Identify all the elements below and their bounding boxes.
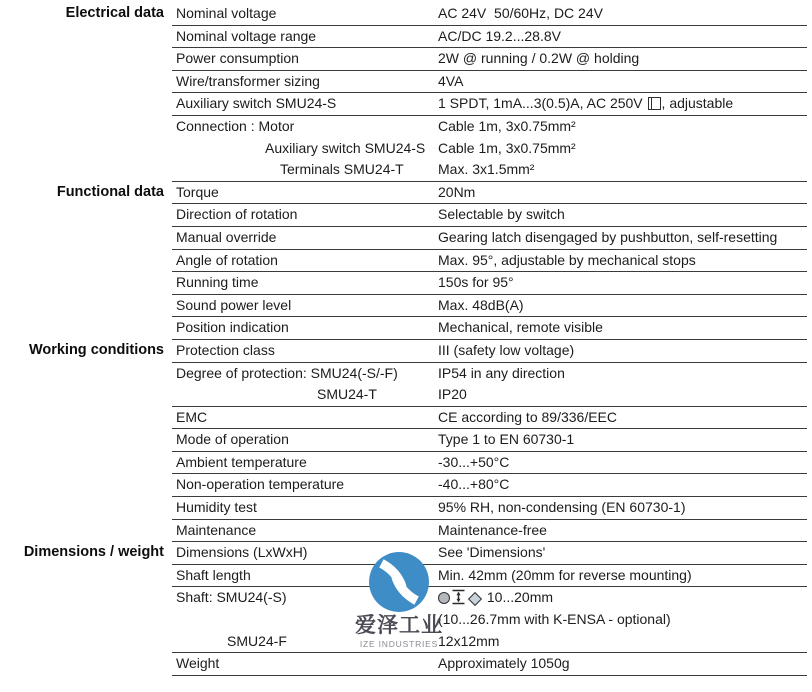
value-cell: [436, 116, 807, 181]
property-cell: [172, 407, 436, 429]
value-cell: [436, 250, 807, 272]
property-line: Degree of protection: SMU24(-S/-F): [176, 364, 398, 381]
section-gutter: [0, 520, 172, 543]
value-line: 95% RH, non-condensing (EN 60730-1): [438, 499, 686, 516]
property-line: Torque: [176, 183, 219, 200]
row-cells: [172, 93, 807, 116]
value-cell: [436, 587, 807, 652]
value-cell: [436, 295, 807, 317]
row-cells: [172, 429, 807, 452]
row-cells: [172, 272, 807, 295]
value-cell: [436, 182, 807, 204]
row-cells: [172, 295, 807, 318]
table-row: [0, 93, 812, 116]
value-cell: [436, 340, 807, 362]
property-cell: [172, 497, 436, 519]
row-cells: [172, 520, 807, 543]
property-cell: [172, 363, 436, 406]
section-gutter: [0, 317, 172, 340]
section-gutter: [0, 653, 172, 676]
value-line: 20Nm: [438, 183, 476, 200]
value-line: IP54 in any direction: [438, 364, 565, 381]
table-row: [0, 250, 812, 273]
table-row: [0, 182, 812, 205]
section-gutter: [0, 272, 172, 295]
property-cell: [172, 250, 436, 272]
section-gutter: [0, 204, 172, 227]
property-line: Wire/transformer sizing: [176, 72, 320, 89]
section-gutter: [0, 363, 172, 407]
property-cell: [172, 542, 436, 564]
value-line: 4VA: [438, 72, 464, 89]
row-cells: [172, 116, 807, 182]
section-gutter: [0, 26, 172, 49]
value-cell: [436, 204, 807, 226]
section-gutter: [0, 407, 172, 430]
property-line: Sound power level: [176, 296, 292, 313]
table-row: [0, 272, 812, 295]
section-label: Dimensions / weight: [23, 544, 164, 561]
property-cell: [172, 587, 436, 652]
value-line: -40...+80°C: [438, 476, 510, 493]
row-cells: [172, 565, 807, 588]
table-row: [0, 565, 812, 588]
property-line: Nominal voltage range: [176, 27, 317, 44]
property-cell: [172, 182, 436, 204]
value-cell: [436, 429, 807, 451]
section-gutter: [0, 452, 172, 475]
property-line: Terminals SMU24-T: [280, 161, 404, 178]
table-row: [0, 452, 812, 475]
value-cell: [436, 542, 807, 564]
section-gutter: [0, 429, 172, 452]
property-line: [176, 609, 436, 631]
property-line: Protection class: [176, 341, 275, 358]
property-line: Direction of rotation: [176, 206, 298, 223]
table-row: [0, 474, 812, 497]
property-cell: [172, 93, 436, 115]
property-cell: [172, 565, 436, 587]
value-line: AC 24V 50/60Hz, DC 24V: [438, 5, 603, 21]
table-row: [0, 587, 812, 653]
table-row: [0, 48, 812, 71]
value-line: Mechanical, remote visible: [438, 319, 603, 336]
value-line: Max. 3x1.5mm²: [438, 161, 535, 178]
property-line: Maintenance: [176, 521, 257, 538]
property-cell: [172, 429, 436, 451]
row-cells: [172, 452, 807, 475]
row-cells: [172, 250, 807, 273]
table-row: [0, 317, 812, 340]
property-line: Weight: [176, 655, 220, 672]
row-cells: [172, 3, 807, 26]
section-gutter: [0, 340, 172, 363]
value-cell: [436, 71, 807, 93]
value-line: 150s for 95°: [438, 274, 514, 291]
property-line: Ambient temperature: [176, 453, 307, 470]
section-gutter: [0, 474, 172, 497]
table-row: [0, 295, 812, 318]
value-line: IP20: [438, 386, 467, 403]
property-line: Humidity test: [176, 499, 257, 516]
row-cells: [172, 340, 807, 363]
row-cells: [172, 48, 807, 71]
property-line: Shaft: SMU24(-S): [176, 589, 287, 606]
section-gutter: [0, 565, 172, 588]
section-label: Functional data: [56, 183, 164, 200]
section-gutter: [0, 227, 172, 250]
value-line: (10...26.7mm with K-ENSA - optional): [438, 611, 671, 628]
property-cell: [172, 653, 436, 675]
microgap-square-icon: [648, 97, 661, 110]
property-line: Shaft length: [176, 566, 251, 583]
value-cell: [436, 565, 807, 587]
property-cell: [172, 71, 436, 93]
table-row: [0, 204, 812, 227]
section-gutter: [0, 182, 172, 205]
value-line: III (safety low voltage): [438, 341, 575, 358]
row-cells: [172, 182, 807, 205]
property-cell: [172, 272, 436, 294]
property-cell: [172, 295, 436, 317]
value-cell: [436, 497, 807, 519]
value-cell: [436, 653, 807, 675]
value-line: 2W @ running / 0.2W @ holding: [438, 50, 640, 67]
property-cell: [172, 227, 436, 249]
value-line: 1 SPDT, 1mA...3(0.5)A, AC 250V , adjustable: [438, 95, 734, 112]
table-row: [0, 116, 812, 182]
value-line: Cable 1m, 3x0.75mm²: [438, 117, 576, 134]
table-row: [0, 227, 812, 250]
round-shaft-icon: [438, 592, 450, 604]
square-shaft-icon: [468, 592, 482, 606]
property-line: Connection : Motor: [176, 117, 295, 134]
section-gutter: [0, 587, 172, 653]
property-line: SMU24-T: [317, 386, 377, 403]
row-cells: [172, 204, 807, 227]
property-cell: [172, 3, 436, 25]
property-line: Nominal voltage: [176, 5, 277, 21]
value-line: AC/DC 19.2...28.8V: [438, 27, 561, 44]
section-label: Electrical data: [65, 5, 164, 21]
section-gutter: [0, 497, 172, 520]
table-row: [0, 3, 812, 26]
shaft-length-icon: [452, 589, 465, 605]
value-line: 12x12mm: [438, 632, 500, 649]
property-line: Angle of rotation: [176, 251, 278, 268]
table-row: [0, 542, 812, 565]
property-line: Mode of operation: [176, 431, 289, 448]
property-line: Dimensions (LxWxH): [176, 544, 308, 561]
value-cell: [436, 272, 807, 294]
property-line: Manual override: [176, 228, 277, 245]
value-line: Type 1 to EN 60730-1: [438, 431, 575, 448]
value-line: CE according to 89/336/EEC: [438, 408, 617, 425]
value-cell: [436, 474, 807, 496]
property-cell: [172, 116, 436, 181]
table-row: [0, 429, 812, 452]
property-cell: [172, 452, 436, 474]
value-line: Max. 95°, adjustable by mechanical stops: [438, 251, 696, 268]
row-cells: [172, 474, 807, 497]
table-row: [0, 363, 812, 407]
table-row: [0, 407, 812, 430]
property-cell: [172, 26, 436, 48]
property-line: SMU24-F: [227, 632, 287, 649]
value-cell: [436, 363, 807, 406]
value-cell: [436, 317, 807, 339]
row-cells: [172, 653, 807, 676]
property-line: Non-operation temperature: [176, 476, 345, 493]
row-cells: [172, 407, 807, 430]
row-cells: [172, 363, 807, 407]
property-line: Running time: [176, 274, 259, 291]
value-line: Cable 1m, 3x0.75mm²: [438, 139, 576, 156]
row-cells: [172, 587, 807, 653]
property-line: Power consumption: [176, 50, 299, 67]
value-cell: [436, 407, 807, 429]
property-cell: [172, 48, 436, 70]
section-gutter: [0, 542, 172, 565]
row-cells: [172, 317, 807, 340]
property-cell: [172, 317, 436, 339]
value-line: Gearing latch disengaged by pushbutton, self-resetting: [438, 228, 778, 245]
property-line: Auxiliary switch SMU24-S: [176, 95, 337, 112]
logo-company-name: 爱泽工业: [355, 614, 443, 637]
value-cell: [436, 93, 807, 115]
table-row: [0, 497, 812, 520]
section-gutter: [0, 250, 172, 273]
value-line: Maintenance-free: [438, 521, 547, 538]
section-gutter: [0, 48, 172, 71]
table-row: [0, 71, 812, 94]
value-cell: [436, 520, 807, 542]
value-line: 10...20mm: [438, 587, 807, 609]
value-line: Min. 42mm (20mm for reverse mounting): [438, 566, 692, 583]
section-label: Working conditions: [28, 341, 164, 358]
row-cells: [172, 26, 807, 49]
value-line: Max. 48dB(A): [438, 296, 524, 313]
property-line: EMC: [176, 408, 208, 425]
value-line: Selectable by switch: [438, 206, 565, 223]
logo-company-subtitle: IZE INDUSTRIES: [359, 639, 439, 649]
value-line: See 'Dimensions': [438, 544, 546, 561]
row-cells: [172, 227, 807, 250]
table-row: [0, 520, 812, 543]
table-row: [0, 340, 812, 363]
property-line: Auxiliary switch SMU24-S: [265, 139, 426, 156]
section-gutter: [0, 116, 172, 182]
section-gutter: [0, 3, 172, 26]
value-line: -30...+50°C: [438, 453, 510, 470]
property-cell: [172, 340, 436, 362]
value-cell: [436, 48, 807, 70]
value-line: Approximately 1050g: [438, 655, 570, 672]
section-gutter: [0, 93, 172, 116]
table-row: [0, 26, 812, 49]
value-cell: [436, 26, 807, 48]
section-gutter: [0, 71, 172, 94]
row-cells: [172, 542, 807, 565]
property-cell: [172, 474, 436, 496]
value-cell: [436, 3, 807, 25]
property-cell: [172, 204, 436, 226]
section-gutter: [0, 295, 172, 318]
value-cell: [436, 452, 807, 474]
value-cell: [436, 227, 807, 249]
row-cells: [172, 71, 807, 94]
property-cell: [172, 520, 436, 542]
property-line: Position indication: [176, 319, 289, 336]
table-row: [0, 653, 812, 676]
row-cells: [172, 497, 807, 520]
